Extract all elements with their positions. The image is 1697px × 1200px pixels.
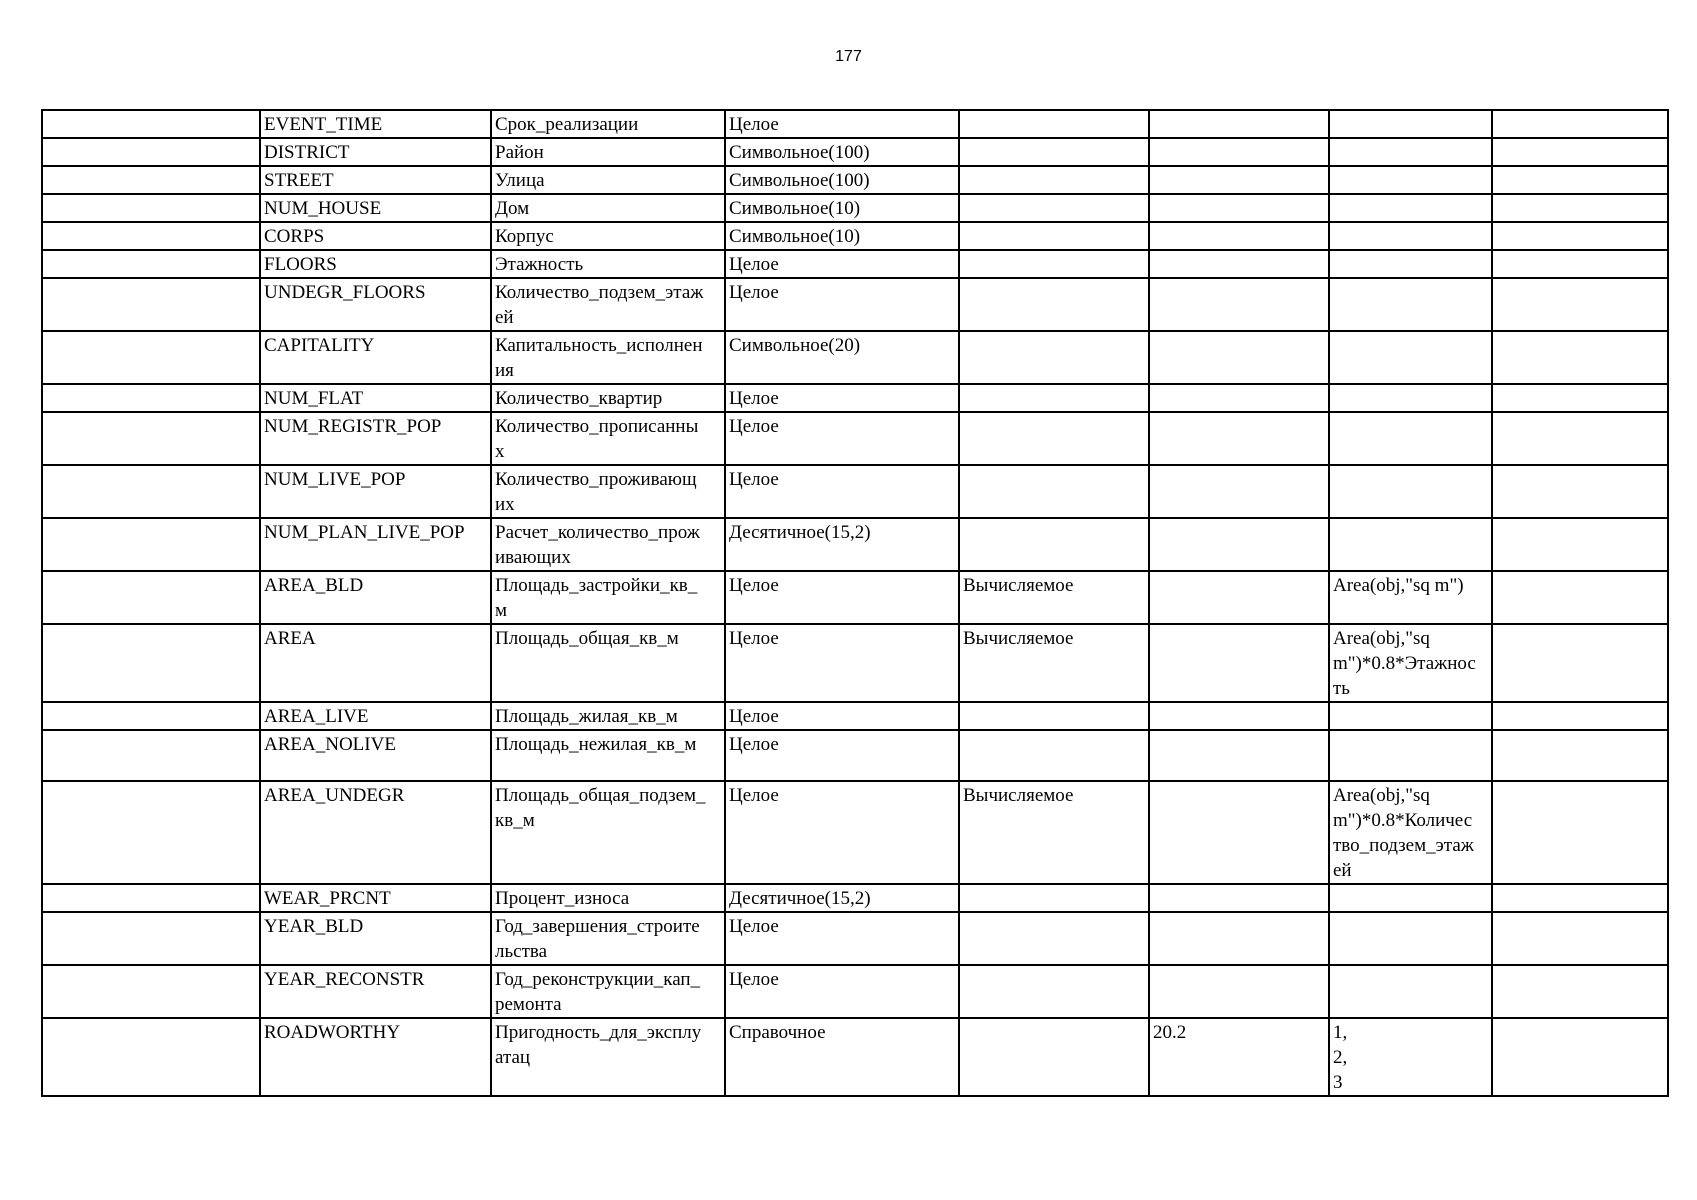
field-code-cell [1149,571,1329,624]
page-number: 177 [835,48,862,65]
table-row [42,138,1668,166]
field-name-cell: YEAR_BLD [260,912,491,965]
table-row [42,222,1668,250]
field-note-cell [1492,518,1668,571]
field-name-cell: NUM_PLAN_LIVE_POP [260,518,491,571]
field-type-cell: Целое [725,702,959,730]
blank-cell [42,384,260,412]
field-code-cell [1149,781,1329,884]
field-note-cell [1492,781,1668,884]
blank-cell [42,518,260,571]
table-row [42,278,1668,331]
field-note-cell [1492,384,1668,412]
field-code-cell [1149,331,1329,384]
field-kind-cell: Вычисляемое [959,781,1149,884]
field-note-cell [1492,222,1668,250]
field-alias-cell: Площадь_нежилая_кв_м [491,730,725,781]
blank-cell [42,912,260,965]
field-name-cell: NUM_REGISTR_POP [260,412,491,465]
field-type-cell: Целое [725,412,959,465]
field-type-cell: Целое [725,912,959,965]
field-code-cell [1149,702,1329,730]
field-type-cell: Символьное(100) [725,166,959,194]
field-formula-cell [1329,138,1492,166]
blank-cell [42,110,260,138]
field-note-cell [1492,965,1668,1018]
field-formula-cell [1329,965,1492,1018]
field-kind-cell [959,965,1149,1018]
table-row [42,965,1668,1018]
blank-cell [42,1018,260,1096]
field-kind-cell [959,884,1149,912]
field-name-cell: YEAR_RECONSTR [260,965,491,1018]
blank-cell [42,884,260,912]
field-formula-cell [1329,194,1492,222]
field-kind-cell [959,518,1149,571]
field-formula-cell: Area(obj,"sq m")*0.8*Этажнос ть [1329,624,1492,702]
field-name-cell: CAPITALITY [260,331,491,384]
table-row [42,384,1668,412]
field-kind-cell: Вычисляемое [959,571,1149,624]
table-row [42,412,1668,465]
field-kind-cell [959,110,1149,138]
table-body [42,110,1668,1096]
field-alias-cell: Пригодность_для_эксплу атац [491,1018,725,1096]
field-code-cell [1149,138,1329,166]
field-note-cell [1492,250,1668,278]
field-name-cell: WEAR_PRCNT [260,884,491,912]
table-row [42,518,1668,571]
field-note-cell [1492,138,1668,166]
field-formula-cell: Area(obj,"sq m")*0.8*Количес тво_подзем_этаж ей [1329,781,1492,884]
field-name-cell: NUM_HOUSE [260,194,491,222]
field-kind-cell [959,194,1149,222]
field-formula-cell [1329,166,1492,194]
blank-cell [42,138,260,166]
field-kind-cell [959,1018,1149,1096]
table-row [42,331,1668,384]
blank-cell [42,730,260,781]
field-note-cell [1492,110,1668,138]
table-row [42,781,1668,884]
field-note-cell [1492,730,1668,781]
table-row [42,1018,1668,1096]
field-formula-cell: Area(obj,"sq m") [1329,571,1492,624]
field-note-cell [1492,912,1668,965]
field-kind-cell [959,222,1149,250]
field-kind-cell [959,465,1149,518]
field-name-cell: FLOORS [260,250,491,278]
field-code-cell [1149,518,1329,571]
field-alias-cell: Капитальность_исполнен ия [491,331,725,384]
blank-cell [42,278,260,331]
field-name-cell: NUM_FLAT [260,384,491,412]
field-note-cell [1492,624,1668,702]
table-row [42,912,1668,965]
field-type-cell: Целое [725,571,959,624]
field-alias-cell: Площадь_застройки_кв_ м [491,571,725,624]
field-kind-cell [959,278,1149,331]
field-code-cell [1149,465,1329,518]
field-note-cell [1492,278,1668,331]
blank-cell [42,412,260,465]
field-note-cell [1492,166,1668,194]
field-type-cell: Десятичное(15,2) [725,518,959,571]
field-type-cell: Целое [725,110,959,138]
field-kind-cell [959,331,1149,384]
table-row [42,730,1668,781]
field-type-cell: Целое [725,624,959,702]
field-name-cell: AREA_BLD [260,571,491,624]
field-code-cell [1149,384,1329,412]
field-code-cell [1149,730,1329,781]
field-alias-cell: Год_реконструкции_кап_ ремонта [491,965,725,1018]
field-formula-cell [1329,465,1492,518]
field-formula-cell [1329,702,1492,730]
field-alias-cell: Дом [491,194,725,222]
field-code-cell [1149,250,1329,278]
blank-cell [42,571,260,624]
field-type-cell: Целое [725,278,959,331]
field-name-cell: DISTRICT [260,138,491,166]
blank-cell [42,166,260,194]
field-formula-cell [1329,110,1492,138]
field-alias-cell: Площадь_общая_кв_м [491,624,725,702]
field-name-cell: CORPS [260,222,491,250]
field-formula-cell [1329,278,1492,331]
field-alias-cell: Количество_подзем_этаж ей [491,278,725,331]
blank-cell [42,194,260,222]
table-row [42,702,1668,730]
field-name-cell: AREA_UNDEGR [260,781,491,884]
field-type-cell: Целое [725,465,959,518]
field-alias-cell: Площадь_жилая_кв_м [491,702,725,730]
field-formula-cell [1329,912,1492,965]
field-alias-cell: Корпус [491,222,725,250]
field-code-cell [1149,166,1329,194]
field-note-cell [1492,884,1668,912]
field-code-cell [1149,912,1329,965]
field-alias-cell: Количество_квартир [491,384,725,412]
field-formula-cell [1329,412,1492,465]
field-type-cell: Целое [725,250,959,278]
field-type-cell: Целое [725,384,959,412]
field-kind-cell [959,138,1149,166]
field-type-cell: Справочное [725,1018,959,1096]
field-note-cell [1492,194,1668,222]
blank-cell [42,222,260,250]
field-formula-cell [1329,384,1492,412]
field-type-cell: Символьное(10) [725,194,959,222]
field-formula-cell [1329,518,1492,571]
field-alias-cell: Процент_износа [491,884,725,912]
field-alias-cell: Улица [491,166,725,194]
field-formula-cell [1329,331,1492,384]
table-row [42,110,1668,138]
field-kind-cell [959,412,1149,465]
field-code-cell [1149,412,1329,465]
field-type-cell: Символьное(10) [725,222,959,250]
field-code-cell [1149,194,1329,222]
field-note-cell [1492,331,1668,384]
field-alias-cell: Этажность [491,250,725,278]
field-note-cell [1492,702,1668,730]
field-formula-cell [1329,250,1492,278]
field-name-cell: STREET [260,166,491,194]
table-row [42,465,1668,518]
field-type-cell: Целое [725,781,959,884]
field-type-cell: Символьное(100) [725,138,959,166]
field-code-cell [1149,222,1329,250]
field-code-cell [1149,884,1329,912]
field-kind-cell [959,250,1149,278]
field-kind-cell [959,730,1149,781]
field-code-cell [1149,624,1329,702]
field-name-cell: AREA [260,624,491,702]
field-name-cell: AREA_LIVE [260,702,491,730]
blank-cell [42,702,260,730]
blank-cell [42,965,260,1018]
field-alias-cell: Срок_реализации [491,110,725,138]
table-row [42,884,1668,912]
field-code-cell: 20.2 [1149,1018,1329,1096]
field-code-cell [1149,965,1329,1018]
field-kind-cell [959,384,1149,412]
field-formula-cell [1329,884,1492,912]
table-row [42,250,1668,278]
field-alias-cell: Количество_прописанны х [491,412,725,465]
table-row [42,571,1668,624]
field-note-cell [1492,412,1668,465]
field-name-cell: AREA_NOLIVE [260,730,491,781]
field-kind-cell [959,702,1149,730]
field-kind-cell: Вычисляемое [959,624,1149,702]
field-alias-cell: Площадь_общая_подзем_ кв_м [491,781,725,884]
field-formula-cell [1329,730,1492,781]
field-alias-cell: Количество_проживающ их [491,465,725,518]
field-alias-cell: Год_завершения_строите льства [491,912,725,965]
blank-cell [42,624,260,702]
field-code-cell [1149,278,1329,331]
attribute-table [41,109,1669,1097]
field-code-cell [1149,110,1329,138]
blank-cell [42,465,260,518]
field-note-cell [1492,571,1668,624]
field-name-cell: ROADWORTHY [260,1018,491,1096]
field-note-cell [1492,465,1668,518]
table-row [42,194,1668,222]
blank-cell [42,331,260,384]
blank-cell [42,781,260,884]
field-note-cell [1492,1018,1668,1096]
field-kind-cell [959,166,1149,194]
field-type-cell: Целое [725,730,959,781]
field-type-cell: Целое [725,965,959,1018]
table-row [42,166,1668,194]
field-formula-cell: 1, 2, 3 [1329,1018,1492,1096]
field-type-cell: Десятичное(15,2) [725,884,959,912]
blank-cell [42,250,260,278]
field-alias-cell: Район [491,138,725,166]
table-row [42,624,1668,702]
field-name-cell: EVENT_TIME [260,110,491,138]
field-alias-cell: Расчет_количество_прож ивающих [491,518,725,571]
field-name-cell: NUM_LIVE_POP [260,465,491,518]
field-type-cell: Символьное(20) [725,331,959,384]
field-formula-cell [1329,222,1492,250]
field-name-cell: UNDEGR_FLOORS [260,278,491,331]
field-kind-cell [959,912,1149,965]
